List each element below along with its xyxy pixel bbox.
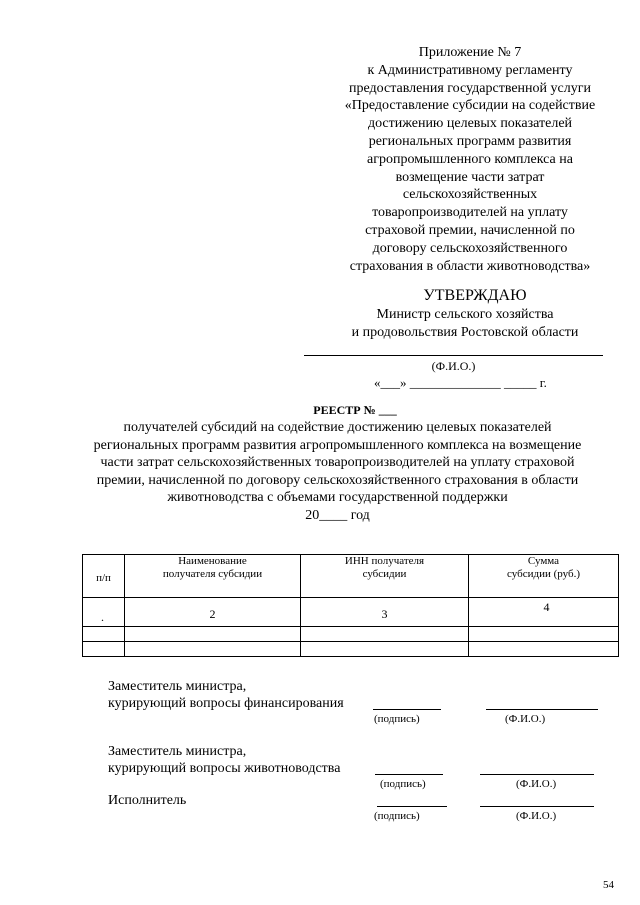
page-number: 54 — [603, 879, 614, 891]
appendix-line: агропромышленного комплекса на — [367, 151, 573, 167]
table-cell — [301, 627, 469, 642]
appendix-line: договору сельскохозяйственного — [372, 240, 568, 256]
appendix-line: страхования в области животноводства» — [349, 258, 591, 274]
registry-line: региональных программ развития агропромышленного комплекса на возмещение — [93, 437, 582, 453]
executor-label: Исполнитель — [108, 793, 187, 808]
header-num-cell — [83, 555, 125, 598]
table-cell — [469, 627, 619, 642]
registry-line: животноводства с объемами государственной поддержки — [167, 490, 508, 505]
appendix-line: «Предоставление субсидии на содействие — [344, 98, 596, 114]
registry-line: получателей субсидий на содействие достижению целевых показателей — [123, 420, 552, 435]
approval-line-2: и продовольствия Ростовской области — [351, 325, 579, 340]
table-cell — [83, 598, 125, 627]
number-1: . — [101, 610, 104, 624]
appendix-line: возмещение части затрат — [395, 169, 545, 185]
appendix-block — [320, 44, 620, 275]
table-cell — [469, 642, 619, 657]
number-3: 3 — [381, 607, 388, 621]
approval-position — [315, 306, 615, 342]
livestock-podpis-label: (подпись) — [380, 778, 426, 790]
table-cell — [301, 598, 469, 627]
registry-line: премии, начисленной по договору сельскохозяйственного страхования в области — [96, 472, 579, 488]
header-name-cell — [125, 555, 301, 598]
header-inn-cell — [301, 555, 469, 598]
table-cell — [83, 627, 125, 642]
executor-podpis-label: (подпись) — [374, 810, 420, 822]
finance-line-1: Заместитель министра, — [108, 679, 247, 694]
appendix-line: товаропроизводителей на уплату — [372, 205, 568, 221]
livestock-line-1: Заместитель министра, — [108, 744, 247, 759]
appendix-line: региональных программ развития — [368, 133, 572, 149]
table-cell — [301, 642, 469, 657]
header-sum-1: Сумма — [527, 555, 560, 567]
finance-deputy-label — [108, 678, 344, 712]
table-row — [83, 642, 619, 657]
appendix-line: Приложение № 7 — [418, 45, 522, 60]
header-sum-cell — [469, 555, 619, 598]
finance-podpis-label: (подпись) — [374, 713, 420, 725]
header-name-1: Наименование — [178, 555, 247, 567]
registry-title: РЕЕСТР № ___ — [313, 403, 397, 417]
header-name-2: получателя субсидии — [162, 568, 263, 580]
approval-date: «___» ______________ _____ г. — [374, 375, 547, 390]
livestock-line-2: курирующий вопросы животноводства — [108, 761, 341, 776]
table-cell — [125, 627, 301, 642]
approval-title: УТВЕРЖДАЮ — [423, 287, 527, 304]
executor-fio-label: (Ф.И.О.) — [516, 810, 557, 822]
livestock-deputy-label — [108, 743, 340, 777]
appendix-line: к Административному регламенту — [367, 62, 573, 78]
livestock-signature-line — [375, 774, 443, 775]
number-2: 2 — [209, 607, 216, 621]
approval-line-1: Министр сельского хозяйства — [376, 307, 554, 322]
appendix-line: страховой премии, начисленной по — [365, 222, 575, 238]
finance-line-2: курирующий вопросы финансирования — [108, 696, 344, 711]
header-inn-1: ИНН получателя — [344, 555, 425, 567]
appendix-line: предоставления государственной услуги — [349, 80, 591, 96]
registry-line: части затрат сельскохозяйственных товаропроизводителей на уплату страховой — [100, 455, 575, 470]
table-row-numbers — [83, 598, 619, 627]
registry-table — [82, 554, 619, 657]
table-cell — [125, 642, 301, 657]
livestock-fio-line — [480, 774, 594, 775]
table-cell — [469, 598, 619, 627]
executor-signature-line — [377, 806, 447, 807]
approval-signature-line — [304, 355, 603, 356]
finance-signature-line — [373, 709, 441, 710]
table-cell — [125, 598, 301, 627]
table-cell — [83, 642, 125, 657]
header-num: п/п — [96, 572, 111, 584]
header-inn-2: субсидии — [362, 568, 407, 580]
appendix-line: сельскохозяйственных — [402, 187, 538, 203]
livestock-fio-label: (Ф.И.О.) — [516, 778, 557, 790]
number-4: 4 — [543, 600, 550, 614]
table-row — [83, 627, 619, 642]
header-sum-2: субсидии (руб.) — [507, 568, 580, 580]
executor-fio-line — [480, 806, 594, 807]
approval-fio-label: (Ф.И.О.) — [431, 359, 476, 373]
finance-fio-label: (Ф.И.О.) — [505, 713, 546, 725]
table-header-row — [83, 555, 619, 598]
appendix-line: достижению целевых показателей — [367, 116, 573, 132]
registry-description — [60, 419, 615, 524]
registry-year: 20____ год — [305, 507, 370, 523]
finance-fio-line — [486, 709, 598, 710]
